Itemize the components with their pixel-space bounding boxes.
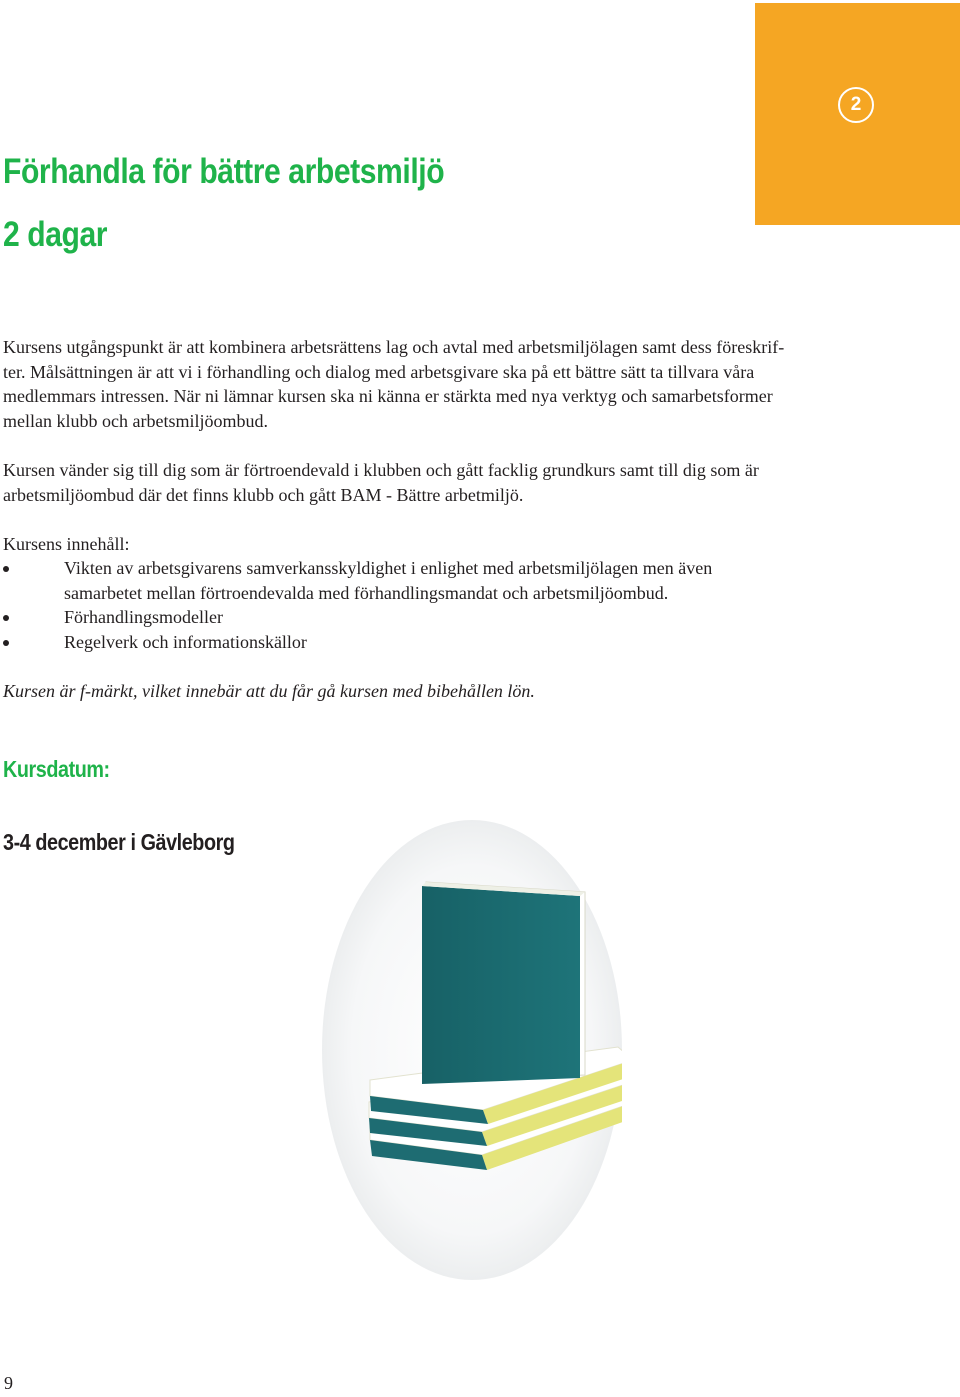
intro-line: medlemmars intressen. När ni lämnar kursen ska ni känna er stärkta med nya verktyg och samarbetsformer [3, 386, 773, 406]
course-date-value: 3-4 december i Gävleborg [3, 829, 235, 855]
audience-paragraph [3, 458, 903, 507]
intro-paragraph [3, 335, 903, 433]
audience-line: arbetsmiljöombud där det finns klubb och gått BAM - Bättre arbetmiljö. [3, 484, 524, 505]
intro-line: Kursens utgångspunkt är att kombinera arbetsrättens lag och avtal med arbetsmiljölagen samt dess föreskrif- [3, 337, 785, 357]
bullet-icon [3, 615, 9, 621]
list-item [3, 556, 903, 605]
list-item-text: Regelverk och informationskällor [64, 631, 307, 652]
f-marked-note: Kursen är f-märkt, vilket innebär att du får gå kursen med bibehållen lön. [3, 681, 535, 701]
bullet-icon [3, 640, 9, 646]
books-photo [322, 820, 622, 1280]
list-item [3, 630, 903, 655]
list-item [3, 605, 903, 630]
intro-line: mellan klubb och arbetsmiljöombud. [3, 410, 268, 431]
chapter-number-badge: 2 [838, 87, 874, 123]
list-item-text: Förhandlingsmodeller [64, 607, 223, 627]
audience-line: Kursen vänder sig till dig som är förtroendevald i klubben och gått facklig grundkurs samt till dig som är [3, 460, 759, 480]
content-list [3, 556, 903, 654]
bullet-icon [3, 566, 9, 572]
content-heading: Kursens innehåll: [3, 534, 130, 554]
course-duration: 2 dagar [3, 215, 108, 254]
course-date-label: Kursdatum: [3, 756, 110, 782]
page-number: 9 [4, 1373, 13, 1393]
list-item-text: Vikten av arbetsgivarens samverkansskyldighet i enlighet med arbetsmiljölagen men även [64, 558, 713, 578]
list-item-text: samarbetet mellan förtroendevalda med förhandlingsmandat och arbetsmiljöombud. [64, 582, 669, 603]
standing-book [422, 882, 585, 1084]
intro-line: ter. Målsättningen är att vi i förhandling och dialog med arbetsgivare ska på ett bättre sätt ta tillvara våra [3, 361, 755, 382]
course-title: Förhandla för bättre arbetsmiljö [3, 152, 445, 191]
